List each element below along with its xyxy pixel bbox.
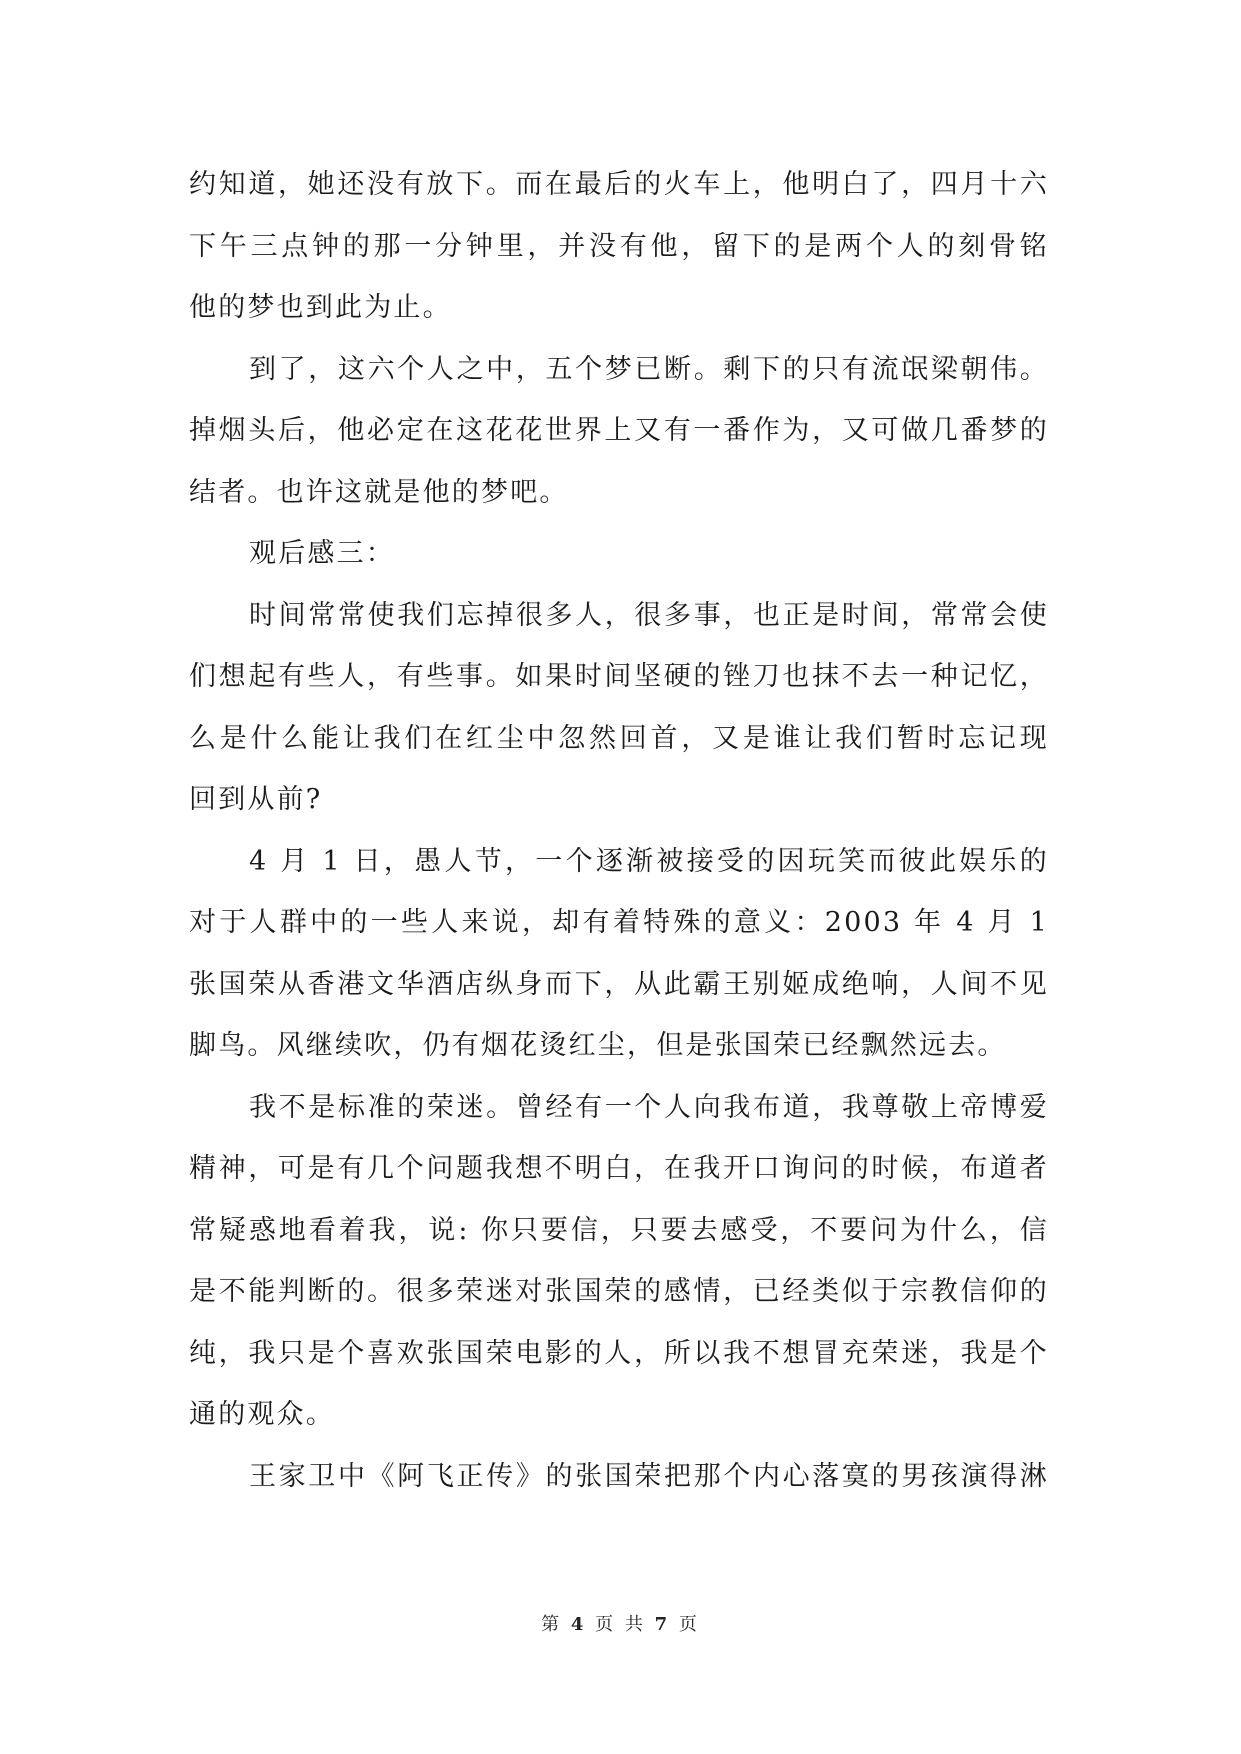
text-line-2: 下午三点钟的那一分钟里，并没有他，留下的是两个人的刻骨铭	[189, 230, 1049, 262]
text-line-13: 对于人群中的一些人来说，却有着特殊的意义：2003 年 4 月 1	[189, 907, 1049, 938]
footer-prefix: 第	[541, 1614, 563, 1635]
footer-suffix: 页	[678, 1614, 700, 1635]
document-body	[189, 154, 1049, 1507]
text-line-6: 结者。也许这就是他的梦吧。	[189, 476, 569, 508]
page-footer	[0, 1610, 1241, 1636]
text-line-9: 们想起有些人，有些事。如果时间坚硬的锉刀也抹不去一种记忆，	[189, 661, 1049, 692]
text-line-4: 到了，这六个人之中，五个梦已断。剩下的只有流氓梁朝伟。	[249, 353, 1049, 385]
section-heading: 观后感三：	[249, 538, 395, 569]
text-line-10: 么是什么能让我们在红尘中忽然回首，又是谁让我们暂时忘记现	[189, 722, 1049, 754]
text-line-21: 通的观众。	[189, 1399, 335, 1430]
text-line-19: 是不能判断的。很多荣迷对张国荣的感情，已经类似于宗教信仰的	[189, 1276, 1049, 1307]
text-line-5: 掉烟头后，他必定在这花花世界上又有一番作为，又可做几番梦的	[189, 415, 1049, 446]
text-line-11: 回到从前?	[189, 784, 323, 815]
text-line-1: 约知道，她还没有放下。而在最后的火车上，他明白了，四月十六	[189, 169, 1049, 200]
footer-middle: 页 共	[595, 1614, 646, 1635]
text-line-8: 时间常常使我们忘掉很多人，很多事，也正是时间，常常会使	[249, 599, 1049, 631]
text-line-20: 纯，我只是个喜欢张国荣电影的人，所以我不想冒充荣迷，我是个	[189, 1337, 1049, 1369]
text-line-15: 脚鸟。风继续吹，仍有烟花烫红尘，但是张国荣已经飘然远去。	[189, 1030, 1007, 1061]
total-pages-number: 7	[654, 1614, 671, 1635]
text-line-12: 4 月 1 日，愚人节，一个逐渐被接受的因玩笑而彼此娱乐的	[249, 845, 1049, 877]
text-line-18: 常疑惑地看着我，说: 你只要信，只要去感受，不要问为什么，信	[189, 1214, 1049, 1246]
current-page-number: 4	[570, 1614, 587, 1635]
text-line-3: 他的梦也到此为止。	[189, 292, 452, 323]
text-line-14: 张国荣从香港文华酒店纵身而下，从此霸王别姬成绝响，人间不见	[189, 968, 1049, 1000]
text-line-16: 我不是标准的荣迷。曾经有一个人向我布道，我尊敬上帝博爱	[249, 1091, 1049, 1123]
text-line-22: 王家卫中《阿飞正传》的张国荣把那个内心落寞的男孩演得淋	[249, 1460, 1049, 1492]
text-line-17: 精神，可是有几个问题我想不明白，在我开口询问的时候，布道者	[189, 1153, 1049, 1184]
